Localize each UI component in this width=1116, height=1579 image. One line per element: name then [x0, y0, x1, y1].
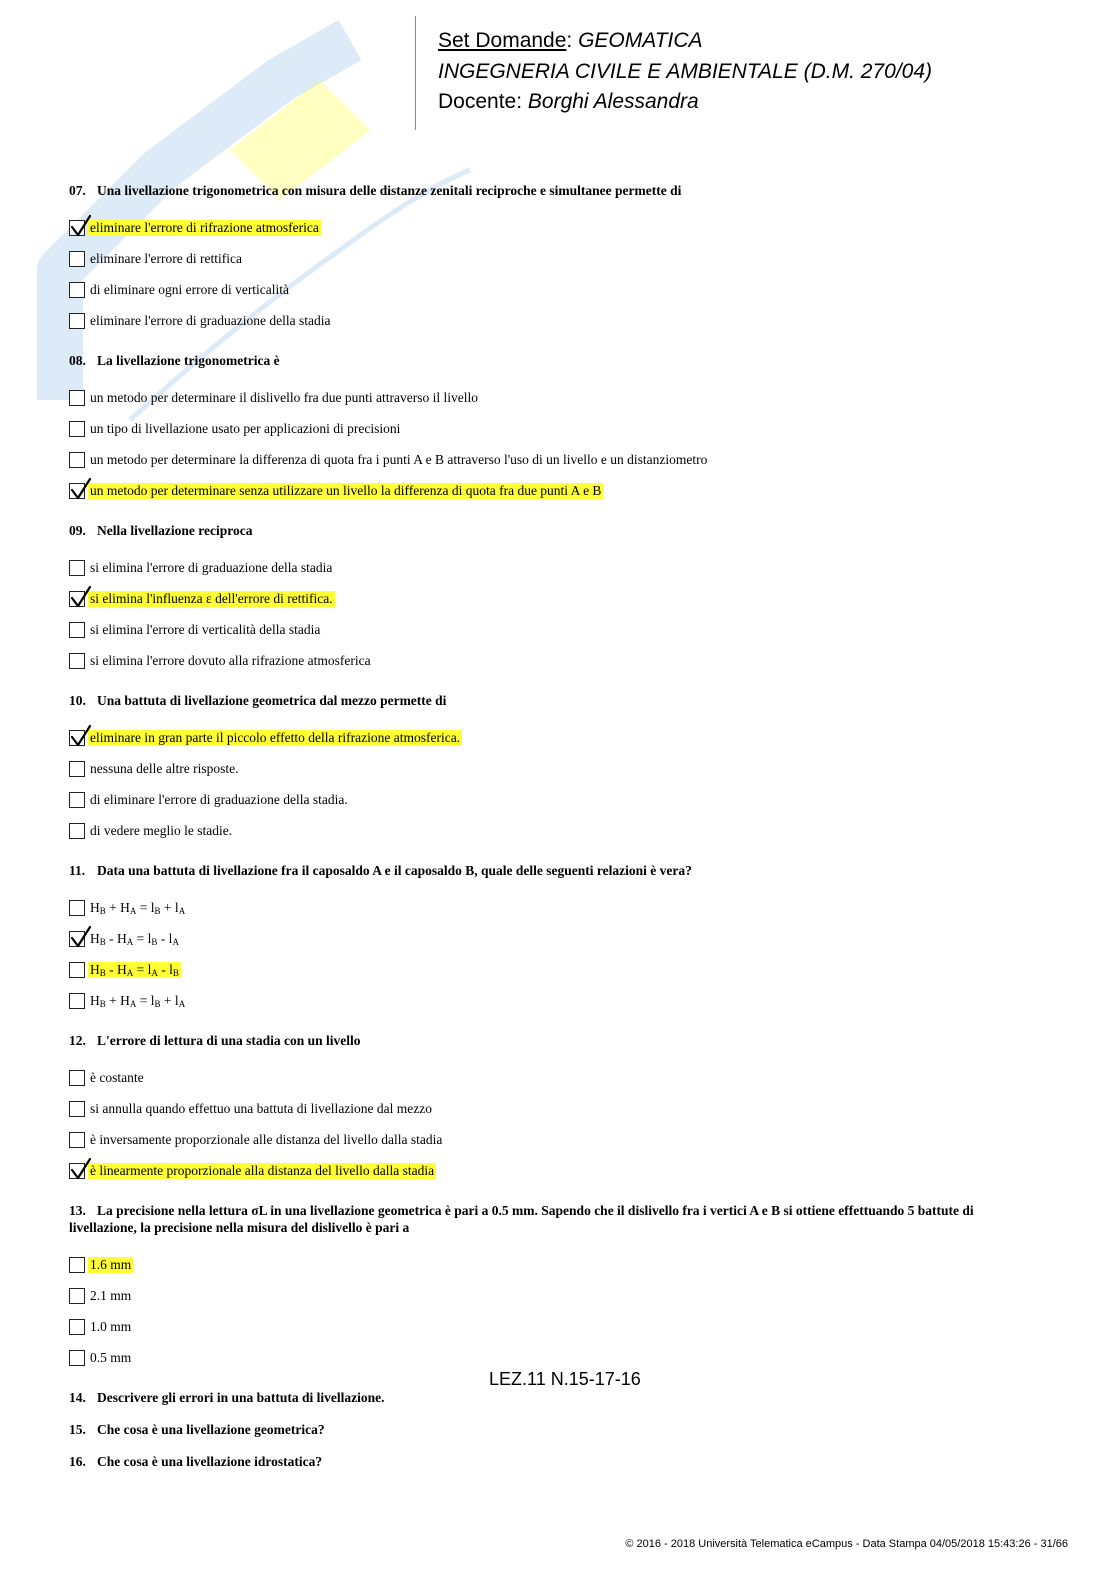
checkbox[interactable] [69, 962, 85, 978]
formula-operator: = [133, 930, 148, 946]
answer-label: 1.0 mm [90, 1318, 132, 1334]
question-body: Che cosa è una livellazione geometrica? [97, 1422, 325, 1437]
formula-operator: - [157, 961, 170, 977]
checkbox[interactable] [69, 1319, 85, 1335]
formula-subscript: A [178, 905, 186, 916]
question-text [69, 862, 1029, 879]
answer-option[interactable] [69, 212, 1029, 243]
header-divider [415, 16, 416, 130]
answer-option[interactable] [69, 243, 1029, 274]
question-body: Nella livellazione reciproca [97, 523, 253, 538]
question-number: 13. [69, 1203, 86, 1218]
question-body: La precisione nella lettura σL in una livellazione geometrica è pari a 0.5 mm. Sapendo che il dislivello fra i vertici A e B si ottiene effettuando 5 battute di livellazione, la precisione nella misura del dislivello è pari a [69, 1203, 974, 1235]
answer-option[interactable] [69, 1124, 1029, 1155]
answer-option[interactable] [69, 784, 1029, 815]
answer-label: nessuna delle altre risposte. [90, 760, 239, 776]
formula-symbol: l [150, 992, 155, 1008]
checkbox-checked[interactable] [69, 483, 85, 499]
formula-subscript: A [172, 936, 179, 947]
checkbox[interactable] [69, 823, 85, 839]
header-line-3 [438, 87, 932, 118]
formula-symbol: l [147, 961, 152, 977]
answer-label: si elimina l'influenza ε dell'errore di rettifica. [90, 590, 333, 606]
formula-operator: - [105, 930, 118, 946]
question-block [69, 1202, 1029, 1373]
question-block [69, 862, 1029, 1016]
checkbox[interactable] [69, 1070, 85, 1086]
checkbox[interactable] [69, 452, 85, 468]
answer-label: un metodo per determinare il dislivello fra due punti attraverso il livello [90, 389, 479, 405]
answer-option[interactable] [69, 753, 1029, 784]
formula-subscript: B [99, 936, 106, 947]
formula-subscript: A [126, 967, 134, 978]
question-number: 07. [69, 183, 86, 198]
checkbox[interactable] [69, 1257, 85, 1273]
page-footer: © 2016 - 2018 Università Telematica eCampus - Data Stampa 04/05/2018 15:43:26 - 31/66 [625, 1538, 1068, 1550]
header-degree: INGEGNERIA CIVILE E AMBIENTALE (D.M. 270/04) [438, 59, 933, 83]
formula-subscript: B [154, 905, 161, 916]
open-question [69, 1421, 1029, 1438]
checkbox[interactable] [69, 1350, 85, 1366]
formula-symbol: l [150, 899, 155, 915]
formula-symbol: l [147, 930, 152, 946]
question-text [69, 1453, 1029, 1470]
answer-label: un metodo per determinare senza utilizzare un livello la differenza di quota fra due punti A e B [90, 482, 602, 498]
checkmark-icon [71, 725, 91, 747]
checkbox[interactable] [69, 1288, 85, 1304]
answer-option[interactable] [69, 923, 1029, 954]
answer-label: di eliminare ogni errore di verticalità [90, 281, 290, 297]
checkbox[interactable] [69, 1101, 85, 1117]
formula-symbol: l [174, 899, 179, 915]
answer-option[interactable] [69, 954, 1029, 985]
open-question [69, 1389, 1029, 1406]
question-number: 10. [69, 693, 86, 708]
checkbox-checked[interactable] [69, 730, 85, 746]
answer-label: 1.6 mm [90, 1256, 132, 1272]
answer-option[interactable] [69, 892, 1029, 923]
checkmark-icon [71, 926, 91, 948]
checkbox[interactable] [69, 761, 85, 777]
formula-subscript: B [99, 998, 106, 1009]
formula-operator: - [105, 961, 118, 977]
answer-option[interactable] [69, 1062, 1029, 1093]
answer-label: eliminare l'errore di rifrazione atmosferica [90, 219, 319, 235]
question-text [69, 1032, 1029, 1049]
answer-option[interactable] [69, 475, 1029, 506]
checkbox[interactable] [69, 900, 85, 916]
answer-label: si elimina l'errore di verticalità della stadia [90, 621, 321, 637]
answer-option[interactable] [69, 645, 1029, 676]
answer-label [88, 931, 181, 947]
answer-label [88, 993, 187, 1009]
checkbox[interactable] [69, 560, 85, 576]
formula-operator: = [133, 961, 148, 977]
answer-option[interactable] [69, 985, 1029, 1016]
question-text [69, 1202, 1029, 1236]
checkbox-checked[interactable] [69, 220, 85, 236]
answer-option[interactable] [69, 614, 1029, 645]
answer-label: 2.1 mm [90, 1287, 132, 1303]
question-number: 08. [69, 353, 86, 368]
checkbox[interactable] [69, 653, 85, 669]
formula-subscript: B [154, 998, 161, 1009]
checkbox[interactable] [69, 282, 85, 298]
answer-label [88, 962, 181, 978]
question-text [69, 692, 1029, 709]
question-body: Che cosa è una livellazione idrostatica? [97, 1454, 323, 1469]
question-number: 14. [69, 1390, 86, 1405]
question-block [69, 522, 1029, 676]
answer-option[interactable] [69, 1093, 1029, 1124]
question-body: Una battuta di livellazione geometrica dal mezzo permette di [97, 693, 447, 708]
checkmark-icon [71, 478, 91, 500]
formula-symbol: H [120, 899, 130, 915]
answer-option[interactable] [69, 1311, 1029, 1342]
checkbox[interactable] [69, 390, 85, 406]
question-number: 12. [69, 1033, 86, 1048]
question-text [69, 182, 1029, 199]
answer-label: è inversamente proporzionale alle distanza del livello dalla stadia [90, 1131, 443, 1147]
header-teacher-label: Docente: [438, 90, 528, 113]
answer-label [88, 900, 187, 916]
formula-operator: = [136, 992, 151, 1008]
answer-label: si elimina l'errore di graduazione della stadia [90, 559, 333, 575]
question-text [69, 352, 1029, 369]
answer-option[interactable] [69, 1249, 1029, 1280]
answer-option[interactable] [69, 1280, 1029, 1311]
formula-symbol: H [90, 961, 100, 977]
answer-option[interactable] [69, 305, 1029, 336]
question-body: La livellazione trigonometrica è [97, 353, 280, 368]
header-line-1 [438, 26, 932, 57]
formula-subscript: A [178, 998, 186, 1009]
formula-symbol: H [117, 961, 127, 977]
checkbox[interactable] [69, 622, 85, 638]
handwritten-note: LEZ.11 N.15-17-16 [489, 1369, 641, 1389]
question-text [69, 1389, 1029, 1406]
answer-label: si annulla quando effettuo una battuta di livellazione dal mezzo [90, 1100, 433, 1116]
formula-symbol: H [90, 930, 100, 946]
formula-symbol: H [90, 899, 100, 915]
answer-label: è costante [90, 1069, 144, 1085]
checkbox[interactable] [69, 313, 85, 329]
checkbox[interactable] [69, 1132, 85, 1148]
formula-subscript: B [151, 936, 158, 947]
header-teacher: Borghi Alessandra [527, 90, 699, 113]
formula-symbol: l [168, 930, 173, 946]
answer-label: di vedere meglio le stadie. [90, 822, 233, 838]
answer-label: si elimina l'errore dovuto alla rifrazione atmosferica [90, 652, 371, 668]
formula-subscript: A [129, 905, 137, 916]
question-body: Una livellazione trigonometrica con misura delle distanze zenitali reciproche e simultanee permette di [97, 183, 682, 198]
question-block [69, 1032, 1029, 1186]
question-body: Descrivere gli errori in una battuta di livellazione. [97, 1390, 385, 1405]
question-number: 16. [69, 1454, 86, 1469]
formula-symbol: H [117, 930, 127, 946]
checkbox[interactable] [69, 251, 85, 267]
question-block [69, 182, 1029, 336]
formula-symbol: l [174, 992, 179, 1008]
formula-subscript: B [99, 967, 106, 978]
checkbox-checked[interactable] [69, 1163, 85, 1179]
question-body: Data una battuta di livellazione fra il caposaldo A e il caposaldo B, quale delle seguenti relazioni è vera? [97, 863, 692, 878]
header-line-2 [438, 57, 932, 88]
answer-option[interactable] [69, 444, 1029, 475]
checkbox-checked[interactable] [69, 931, 85, 947]
checkmark-icon [71, 1158, 91, 1180]
answer-option[interactable] [69, 274, 1029, 305]
question-text [69, 522, 1029, 539]
question-number: 11. [69, 863, 86, 878]
question-number: 15. [69, 1422, 86, 1437]
answer-option[interactable] [69, 552, 1029, 583]
question-block [69, 692, 1029, 846]
answer-option[interactable] [69, 583, 1029, 614]
formula-operator: + [105, 899, 121, 915]
question-list [69, 182, 1029, 1485]
header-sep: : [566, 29, 579, 52]
formula-symbol: H [120, 992, 130, 1008]
formula-symbol: H [90, 992, 100, 1008]
question-text [69, 1421, 1029, 1438]
formula-subscript: A [126, 936, 134, 947]
checkbox-checked[interactable] [69, 591, 85, 607]
answer-label: eliminare l'errore di rettifica [90, 250, 242, 266]
answer-option[interactable] [69, 722, 1029, 753]
answer-label: è linearmente proporzionale alla distanza del livello dalla stadia [90, 1162, 435, 1178]
answer-option[interactable] [69, 1155, 1029, 1186]
answer-label: un tipo di livellazione usato per applicazioni di precisioni [90, 420, 401, 436]
answer-label: eliminare in gran parte il piccolo effetto della rifrazione atmosferica. [90, 729, 461, 745]
formula-operator: + [160, 992, 175, 1008]
answer-label: eliminare l'errore di graduazione della stadia [90, 312, 331, 328]
answer-option[interactable] [69, 413, 1029, 444]
checkbox[interactable] [69, 421, 85, 437]
answer-option[interactable] [69, 382, 1029, 413]
checkbox[interactable] [69, 792, 85, 808]
formula-operator: + [160, 899, 175, 915]
answer-option[interactable] [69, 815, 1029, 846]
checkbox[interactable] [69, 993, 85, 1009]
document-header [438, 26, 932, 118]
formula-subscript: A [129, 998, 137, 1009]
question-block [69, 352, 1029, 506]
question-body: L'errore di lettura di una stadia con un livello [97, 1033, 361, 1048]
formula-symbol: l [169, 961, 173, 977]
checkmark-icon [71, 586, 91, 608]
answer-label: 0.5 mm [90, 1349, 132, 1365]
question-number: 09. [69, 523, 86, 538]
formula-operator: - [157, 930, 169, 946]
header-set-label: Set Domande [438, 29, 567, 52]
formula-subscript: B [172, 967, 179, 978]
checkmark-icon [71, 215, 91, 237]
answer-label: un metodo per determinare la differenza di quota fra i punti A e B attraverso l'uso di un livello e un distanziometro [90, 451, 708, 467]
answer-label: di eliminare l'errore di graduazione della stadia. [90, 791, 348, 807]
formula-subscript: A [151, 967, 158, 978]
header-course: GEOMATICA [578, 29, 703, 52]
open-question [69, 1453, 1029, 1470]
formula-operator: = [136, 899, 151, 915]
formula-operator: + [105, 992, 121, 1008]
formula-subscript: B [99, 905, 106, 916]
